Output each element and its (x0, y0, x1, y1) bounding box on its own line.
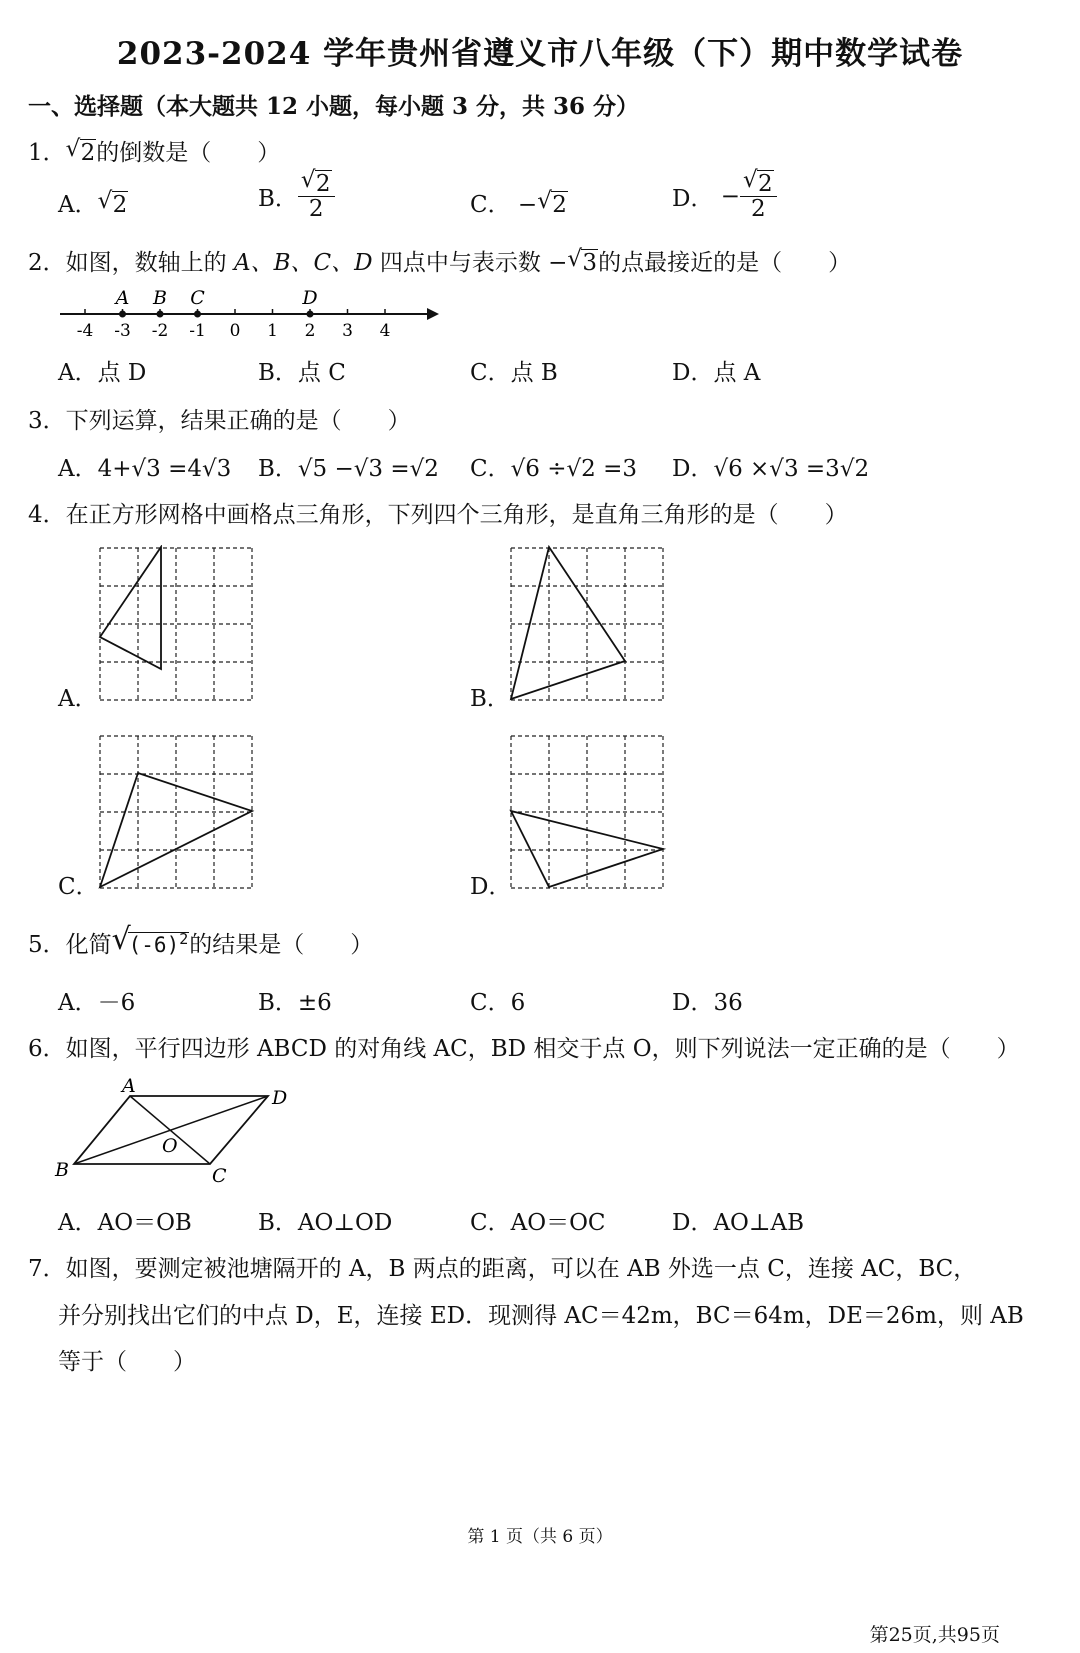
q5-option-d[interactable]: D．36 (672, 990, 743, 1016)
axis-tick-label: -1 (189, 321, 206, 341)
q5-base: (-6) (128, 933, 180, 957)
q2-text-mid: 四点中与表示数 − (372, 250, 568, 276)
q7-line-1: 如图，要测定被池塘隔开的 A，B 两点的距离，可以在 AB 外选一点 C，连接 AC，BC， (65, 1256, 977, 1282)
q6-option-c[interactable]: C．AO＝OC (470, 1210, 606, 1236)
label-a: A (122, 1075, 136, 1097)
q4-option-c[interactable]: C． (58, 874, 99, 900)
option-label: C． (470, 192, 511, 218)
q3-option-d[interactable]: D．√6 ×√3 =3√2 (672, 456, 870, 482)
radicand: 2 (112, 192, 128, 218)
q4-option-d[interactable]: D． (470, 874, 512, 900)
grid-triangle-b (508, 545, 668, 705)
sqrt: √ 2 (300, 167, 331, 197)
axis-point (307, 311, 314, 318)
section-heading: 一、选择题（本大题共 12 小题，每小题 3 分，共 36 分） (28, 93, 640, 120)
q5-option-b[interactable]: B．±6 (258, 990, 332, 1016)
q2-option-c[interactable]: C．点 B (470, 360, 558, 386)
fraction (298, 167, 335, 223)
q2-option-a[interactable]: A．点 D (58, 360, 147, 386)
label-o: O (162, 1135, 178, 1157)
q1-option-c[interactable] (470, 186, 568, 219)
axis-point-label: A (115, 287, 130, 309)
q5-option-c[interactable]: C．6 (470, 990, 526, 1016)
question-6 (28, 1030, 1020, 1063)
q3-number: 3． (28, 408, 66, 434)
axis-point-label: B (153, 287, 167, 309)
q1-option-a[interactable] (58, 186, 128, 219)
axis-arrow-icon (427, 308, 439, 320)
q6-option-b[interactable]: B．AO⊥OD (258, 1210, 393, 1236)
q2-option-b[interactable]: B．点 C (258, 360, 346, 386)
sqrt: √ 2 (97, 188, 128, 218)
q2-number: 2． (28, 250, 66, 276)
radicand: 2 (552, 192, 567, 218)
q6-option-a[interactable]: A．AO＝OB (58, 1210, 192, 1236)
q4-option-a[interactable]: A． (58, 686, 98, 712)
axis-tick-label: 3 (342, 321, 353, 341)
q4-number: 4． (28, 502, 66, 528)
q7-line-2: 并分别找出它们的中点 D，E，连接 ED．现测得 AC＝42m，BC＝64m，DE＝26m，则 AB (58, 1303, 1024, 1329)
triangle-b (511, 547, 625, 699)
axis-tick-label: -3 (114, 321, 131, 341)
q6-text: 如图，平行四边形 ABCD 的对角线 AC，BD 相交于点 O，则下列说法一定正确的是（ ） (65, 1036, 1020, 1062)
q6-number: 6． (28, 1036, 66, 1062)
question-7 (28, 1250, 976, 1283)
dashed-grid (100, 548, 252, 700)
dashed-grid (511, 736, 663, 888)
radicand: 2 (315, 171, 331, 197)
question-2 (28, 244, 851, 277)
q2-points: A、B、C、D (233, 250, 373, 276)
q5-text: 化简 (65, 932, 112, 958)
triangle-a (100, 547, 161, 669)
axis-point-label: D (302, 287, 318, 309)
q3-text: 下列运算，结果正确的是（ ） (65, 408, 411, 434)
exam-title: 2023-2024 学年贵州省遵义市八年级（下）期中数学试卷 (116, 36, 964, 72)
dashed-grid (100, 736, 252, 888)
q1-option-b[interactable] (258, 167, 335, 223)
option-label: B． (258, 186, 298, 213)
q2-radicand: 3 (582, 250, 598, 276)
axis-point (194, 311, 201, 318)
sqrt: √ 2 (537, 188, 567, 218)
grid-triangle-c (97, 733, 257, 893)
axis-tick-label: -4 (76, 321, 94, 341)
axis-tick-label: 1 (267, 321, 278, 341)
label-d: D (272, 1087, 288, 1109)
q4-text: 在正方形网格中画格点三角形，下列四个三角形，是直角三角形的是（ ） (65, 502, 848, 528)
question-4 (28, 496, 848, 529)
minus-sign: − (720, 183, 741, 210)
grid-triangle-a (97, 545, 257, 705)
dashed-grid (511, 548, 663, 700)
axis-tick-label: -2 (151, 321, 169, 341)
denominator: 2 (751, 196, 766, 223)
q3-option-a[interactable]: A．4+√3 =4√3 (58, 456, 232, 482)
q5-sqrt: √ $(-6)^2$ (111, 922, 189, 957)
q7-number: 7． (28, 1256, 66, 1282)
question-5 (28, 922, 374, 959)
question-3 (28, 402, 411, 435)
option-label: D． (672, 186, 714, 213)
q5-number: 5． (28, 932, 66, 958)
radicand: 2 (758, 171, 773, 197)
q2-option-d[interactable]: D．点 A (672, 360, 761, 386)
grid-triangle-d (508, 733, 668, 893)
minus-sign: − (517, 192, 538, 218)
q1-text: 的倒数是（ ） (96, 140, 281, 166)
label-b: B (55, 1159, 69, 1181)
q4-option-b[interactable]: B． (470, 686, 510, 712)
q5-text-post: 的结果是（ ） (189, 932, 374, 958)
number-line-figure (55, 282, 445, 344)
q7-line-3: 等于（ ） (58, 1349, 196, 1375)
axis-point-labels (114, 287, 318, 318)
q2-text-post: 的点最接近的是（ ） (598, 250, 852, 276)
q5-option-a[interactable]: A．－6 (58, 990, 136, 1016)
label-c: C (212, 1165, 227, 1187)
q1-radicand: 2 (80, 140, 96, 166)
q2-text: 如图，数轴上的 (65, 250, 234, 276)
parallelogram-figure (50, 1074, 300, 1190)
option-label: A． (58, 192, 98, 218)
question-1 (28, 134, 280, 167)
axis-tick-label: 2 (304, 321, 316, 341)
denominator: 2 (308, 196, 324, 223)
q1-number: 1． (28, 140, 66, 166)
sqrt: √ 2 (743, 167, 773, 197)
q5-exponent: 2 (179, 930, 189, 948)
q3-option-b[interactable]: B．√5 −√3 =√2 (258, 456, 439, 482)
axis-tick-label: 4 (379, 321, 391, 341)
q1-option-d[interactable] (672, 167, 777, 223)
q2-sqrt: √ 3 (567, 246, 598, 276)
axis-point (157, 311, 164, 318)
q3-option-c[interactable]: C．√6 ÷√2 =3 (470, 456, 637, 482)
q6-option-d[interactable]: D．AO⊥AB (672, 1210, 805, 1236)
q1-sqrt: √ 2 (65, 136, 96, 166)
q5-radicand (128, 932, 190, 957)
axis-tick-label: 0 (229, 321, 241, 341)
axis-point (119, 311, 126, 318)
axis-point-label: C (190, 287, 205, 309)
page-footer: 第 1 页（共 6 页） (467, 1527, 613, 1547)
fraction (740, 167, 777, 223)
page-count: 第25页,共95页 (869, 1624, 1000, 1646)
